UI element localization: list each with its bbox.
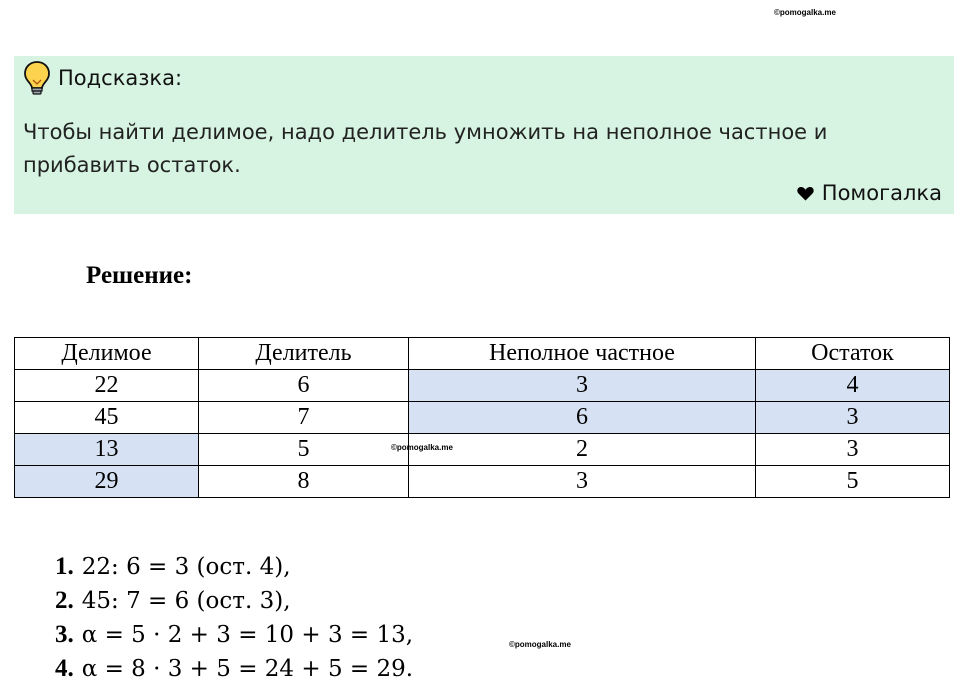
table-cell-highlighted: 6 — [409, 402, 756, 434]
solution-title: Решение: — [86, 262, 193, 289]
step-expression: α = 8 · 3 + 5 = 24 + 5 = 29. — [81, 656, 414, 682]
hint-box — [14, 56, 954, 214]
step-row — [55, 652, 413, 686]
lightbulb-icon — [24, 61, 50, 95]
division-table — [14, 337, 950, 498]
step-row — [55, 618, 413, 652]
hint-header — [24, 60, 182, 96]
table-row — [15, 466, 950, 498]
table-header-cell: Неполное частное — [409, 338, 756, 370]
table-header-row — [15, 338, 950, 370]
table-header-cell: Делитель — [199, 338, 409, 370]
table-cell: 3 — [756, 434, 950, 466]
watermark-table: ©pomogalka.me — [391, 443, 453, 452]
table-cell-highlighted: 29 — [15, 466, 199, 498]
table-cell: 5 — [199, 434, 409, 466]
table-cell-highlighted: 3 — [756, 402, 950, 434]
hint-title: Подсказка: — [58, 66, 183, 90]
table-header-cell: Делимое — [15, 338, 199, 370]
table-cell: 7 — [199, 402, 409, 434]
table-cell: 45 — [15, 402, 199, 434]
table-row — [15, 402, 950, 434]
watermark-bottom: ©pomogalka.me — [509, 640, 571, 649]
heart-icon — [797, 186, 814, 201]
step-row — [55, 550, 413, 584]
step-expression: 22: 6 = 3 (ост. 4), — [81, 554, 291, 580]
table-cell: 22 — [15, 370, 199, 402]
step-row — [55, 584, 413, 618]
table-cell: 6 — [199, 370, 409, 402]
table-row — [15, 434, 950, 466]
table-row — [15, 370, 950, 402]
hint-signature — [797, 181, 942, 205]
table-cell: 2 — [409, 434, 756, 466]
table-cell-highlighted: 3 — [409, 370, 756, 402]
step-number: 4. — [55, 655, 74, 682]
hint-text: Чтобы найти делимое, надо делитель умножить на неполное частное и прибавить остаток. — [23, 120, 828, 177]
step-expression: α = 5 · 2 + 3 = 10 + 3 = 13, — [81, 622, 414, 648]
table-cell: 8 — [199, 466, 409, 498]
step-number: 1. — [55, 553, 74, 580]
step-number: 3. — [55, 621, 74, 648]
watermark-top: ©pomogalka.me — [774, 8, 836, 17]
solution-steps — [55, 550, 413, 686]
table-header-cell: Остаток — [756, 338, 950, 370]
table-cell: 5 — [756, 466, 950, 498]
hint-signature-label: Помогалка — [821, 181, 942, 205]
table-cell: 3 — [409, 466, 756, 498]
step-expression: 45: 7 = 6 (ост. 3), — [81, 588, 291, 614]
step-number: 2. — [55, 587, 74, 614]
table-cell-highlighted: 13 — [15, 434, 199, 466]
table-cell-highlighted: 4 — [756, 370, 950, 402]
